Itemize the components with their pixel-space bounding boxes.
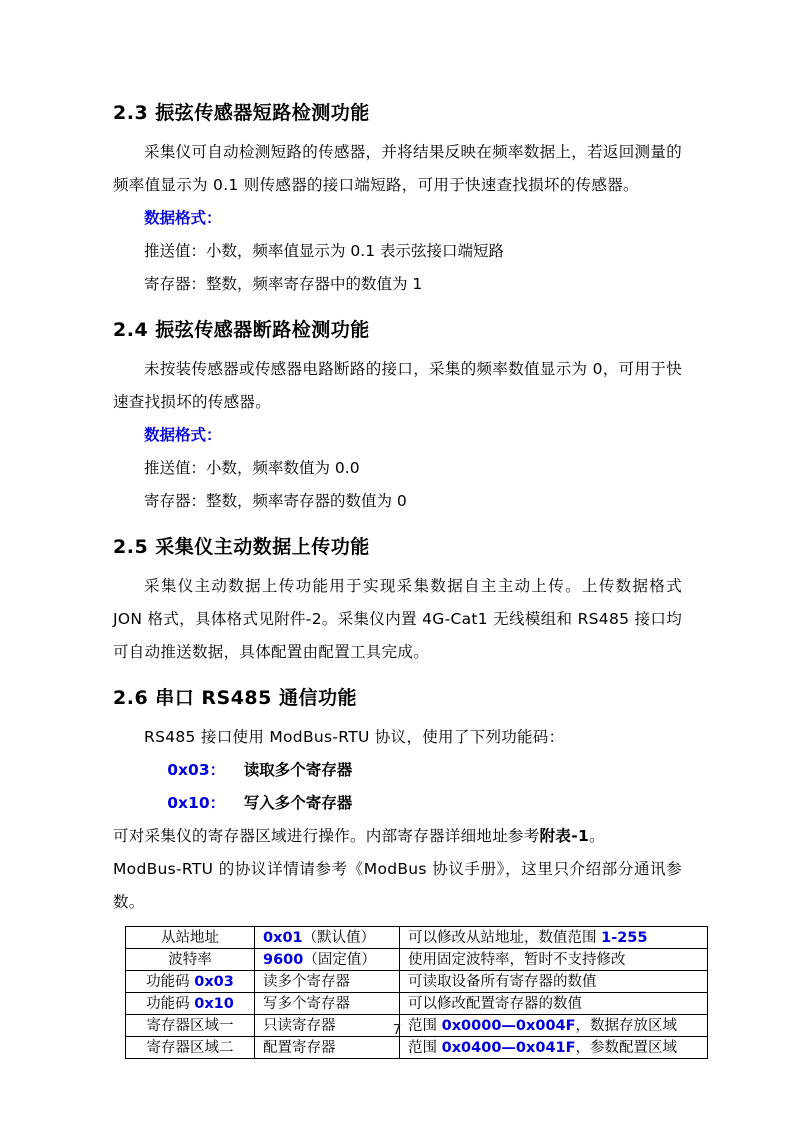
value-text: 配置寄存器 — [263, 1039, 336, 1056]
section-2-4-push-value-line: 推送值：小数，频率数值为 0.0 — [144, 459, 360, 477]
section-2-4-heading: 2.4 振弦传感器断路检测功能 — [113, 319, 370, 341]
param-text: 寄存器区域一 — [146, 1017, 234, 1034]
desc-text: 范围 — [408, 1039, 442, 1056]
section-2-5-paragraph: 采集仪主动数据上传功能用于实现采集数据自主主动上传。上传数据格式 JON 格式，具体格式见附件-2。采集仪内置 4G-Cat1 无线模组和 RS485 接口均可自动推送数据，具体配置由配置工具完成。 — [113, 577, 682, 661]
table-row-function-code-write — [126, 993, 708, 1015]
param-cell — [126, 993, 255, 1015]
value-text: 写多个寄存器 — [263, 995, 350, 1012]
desc-cell — [400, 971, 708, 993]
desc-cell — [400, 949, 708, 971]
appendix-table-ref: 附表-1 — [539, 827, 590, 845]
desc-text: 范围 — [408, 1017, 442, 1034]
function-code-0x03-line — [167, 754, 682, 787]
desc-code: 0x0000—0x004F — [441, 1017, 576, 1034]
modbus-manual-note: ModBus-RTU 的协议详情请参考《ModBus 协议手册》，这里只介绍部分通讯参数。 — [113, 860, 682, 911]
section-2-6 — [113, 685, 682, 1059]
value-text: （固定值） — [303, 951, 376, 968]
function-code-0x03-desc: 读取多个寄存器 — [243, 761, 353, 779]
section-2-3-data-format-label: 数据格式： — [144, 209, 222, 227]
register-area-note-text: 可对采集仪的寄存器区域进行操作。内部寄存器详细地址参考 — [113, 827, 540, 845]
table-row-baud-rate — [126, 949, 708, 971]
section-2-5 — [113, 534, 682, 669]
desc-cell — [400, 1037, 708, 1059]
function-code-0x10-line — [167, 787, 682, 820]
desc-cell — [400, 927, 708, 949]
section-2-4 — [113, 317, 682, 518]
section-2-6-intro: RS485 接口使用 ModBus-RTU 协议，使用了下列功能码： — [144, 728, 565, 746]
param-code: 0x03 — [194, 973, 234, 990]
page-content — [113, 100, 682, 1059]
section-2-4-register-line: 寄存器：整数，频率寄存器的数值为 0 — [144, 492, 407, 510]
register-area-note — [113, 820, 682, 853]
function-code-0x03: 0x03： — [167, 761, 226, 779]
value-code: 9600 — [263, 951, 304, 968]
section-2-3-heading: 2.3 振弦传感器短路检测功能 — [113, 102, 370, 124]
section-2-5-heading: 2.5 采集仪主动数据上传功能 — [113, 536, 370, 558]
section-2-3-push-value-line: 推送值：小数，频率值显示为 0.1 表示弦接口端短路 — [144, 242, 505, 260]
desc-text-post: ，参数配置区域 — [575, 1039, 678, 1056]
param-text: 寄存器区域二 — [146, 1039, 234, 1056]
desc-code: 1-255 — [601, 929, 648, 946]
function-code-0x10-desc: 写入多个寄存器 — [243, 794, 353, 812]
register-area-note-period: 。 — [589, 827, 605, 845]
param-text: 从站地址 — [161, 929, 219, 946]
desc-text: 可读取设备所有寄存器的数值 — [408, 973, 597, 990]
section-2-3 — [113, 100, 682, 301]
desc-code: 0x0400—0x041F — [441, 1039, 576, 1056]
value-cell — [255, 1037, 400, 1059]
desc-text: 可以修改配置寄存器的数值 — [408, 995, 582, 1012]
value-cell — [255, 927, 400, 949]
param-cell — [126, 1037, 255, 1059]
param-text: 波特率 — [168, 951, 212, 968]
value-code: 0x01 — [263, 929, 303, 946]
section-2-6-heading: 2.6 串口 RS485 通信功能 — [113, 687, 357, 709]
param-text: 功能码 — [146, 973, 195, 990]
desc-text: 使用固定波特率，暂时不支持修改 — [408, 951, 626, 968]
function-code-0x10: 0x10： — [167, 794, 226, 812]
table-row-slave-address — [126, 927, 708, 949]
section-2-3-register-line: 寄存器：整数，频率寄存器中的数值为 1 — [144, 275, 423, 293]
desc-cell — [400, 993, 708, 1015]
value-text: 读多个寄存器 — [263, 973, 350, 990]
value-cell — [255, 971, 400, 993]
value-text: （默认值） — [302, 929, 376, 946]
value-cell — [255, 993, 400, 1015]
param-text: 功能码 — [146, 995, 195, 1012]
page-number: 7 — [392, 1022, 402, 1038]
modbus-params-table — [125, 926, 708, 1059]
table-row-register-area-2 — [126, 1037, 708, 1059]
section-2-4-paragraph: 未按装传感器或传感器电路断路的接口，采集的频率数值显示为 0，可用于快速查找损坏的传感器。 — [113, 360, 682, 411]
desc-text: 可以修改从站地址，数值范围 — [408, 929, 602, 946]
value-cell — [255, 949, 400, 971]
param-code: 0x10 — [194, 995, 234, 1012]
param-cell — [126, 949, 255, 971]
value-text: 只读寄存器 — [263, 1017, 336, 1034]
section-2-4-data-format-label: 数据格式： — [144, 426, 222, 444]
desc-text-post: ，数据存放区域 — [575, 1017, 678, 1034]
param-cell — [126, 971, 255, 993]
section-2-3-paragraph: 采集仪可自动检测短路的传感器，并将结果反映在频率数据上，若返回测量的频率值显示为 0.1 则传感器的接口端短路，可用于快速查找损坏的传感器。 — [113, 143, 682, 194]
param-cell — [126, 927, 255, 949]
table-row-function-code-read — [126, 971, 708, 993]
